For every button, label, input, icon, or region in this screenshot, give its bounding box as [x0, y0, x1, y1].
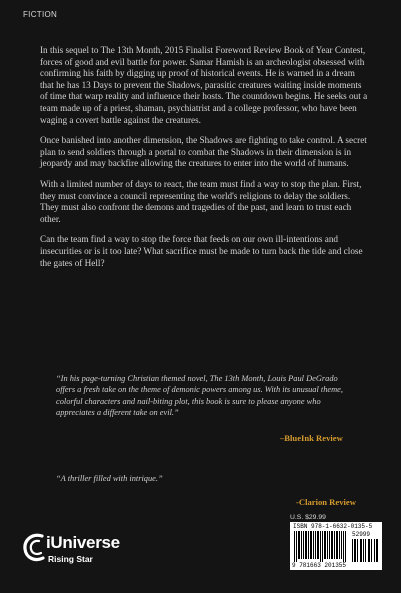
publisher-logo	[22, 531, 172, 571]
iuniverse-swirl-icon	[22, 531, 46, 565]
publisher-name: iUniverse	[46, 533, 120, 552]
isbn-number: ISBN 978-1-6632-0135-5	[293, 523, 373, 530]
synopsis-paragraph: Can the team find a way to stop the force that feeds on our own ill-intentions and insecurities or is it too late? What sacrifice must be made to turn back the tide and close the gates of Hell?	[40, 234, 363, 268]
barcode-addon: 52999	[352, 531, 371, 538]
isbn-barcode	[290, 522, 382, 570]
review-quote-blueink: “In his page-turning Christian themed novel, The 13th Month, Louis Paul DeGrado offers a fresh take on the theme of demonic powers among us. With its unusual theme, colorful characters and nail-biting plot, this book is sure to please anyone who appreciates a different take on evil.”	[56, 374, 343, 418]
review-quote-clarion: “A thriller filled with intrique.”	[56, 474, 163, 483]
synopsis-paragraph: With a limited number of days to react, the team must find a way to stop the plan. First, they must convince a council representing the world's religions to delay the soldiers. They must also confront the demons and tragedies of the past, and learn to trust each other.	[40, 178, 362, 224]
genre-label: FICTION	[23, 10, 58, 19]
review-source-clarion: -Clarion Review	[296, 497, 356, 507]
synopsis	[40, 45, 368, 278]
synopsis-paragraph: Once banished into another dimension, the Shadows are fighting to take control. A secret plan to send soldiers through a portal to combat the Shadows in their dimension is in jeopardy and may backfire allowing the creatures to enter into the world of humans.	[40, 135, 367, 169]
price-label: U.S. $29.99	[290, 514, 326, 521]
ean-number: 9 781663 201355	[292, 562, 347, 569]
publisher-imprint: Rising Star	[48, 554, 93, 564]
synopsis-paragraph: In this sequel to The 13th Month, 2015 Finalist Foreword Review Book of Year Contest, forces of good and evil battle for power. Samar Hamish is an archeologist obsessed with confirming his faith by digging up proof of historical events. He is warned in a dream that he has 13 Days to prevent the Shadows, parasitic creatures waiting inside moments of time that warp reality and influence their hosts. The countdown begins. He seeks out a team made up of a priest, shaman, psychiatrist and a college professor, who have been waging a covert battle against the creatures.	[40, 45, 368, 125]
review-source-blueink: –BlueInk Review	[280, 433, 343, 443]
